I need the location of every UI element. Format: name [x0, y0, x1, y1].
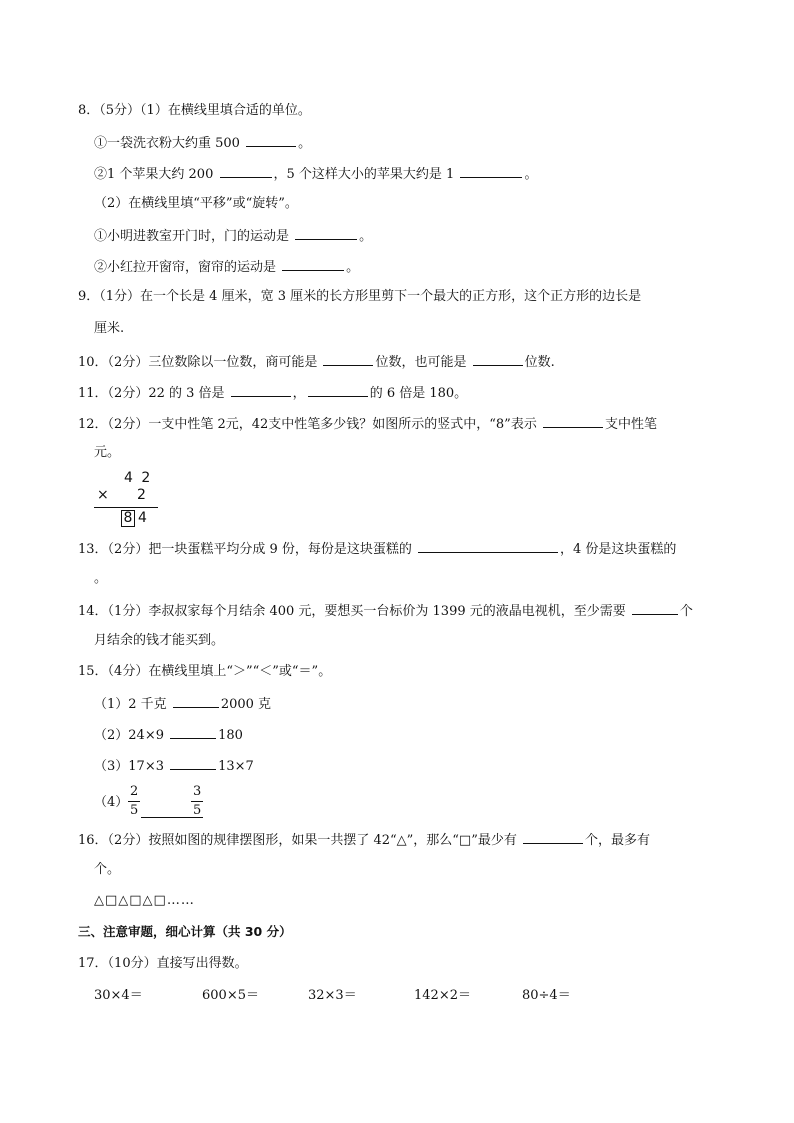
q15-item-1-text: （1）2 千克 — [94, 697, 167, 712]
calc-item: 80÷4＝ — [522, 988, 571, 1003]
q14-text: 14．（1分）李叔叔家每个月结余 400 元，要想买一台标价为 1399 元的液晶电视机，至少需要 — [78, 604, 626, 619]
calc-item: 600×5＝ — [202, 988, 259, 1003]
answer-blank[interactable] — [543, 415, 603, 428]
q10 — [78, 353, 555, 371]
answer-blank[interactable] — [323, 353, 373, 366]
answer-blank[interactable] — [170, 757, 216, 770]
answer-blank[interactable] — [473, 353, 523, 366]
q12-text: 12．（2分）一支中性笔 2元，42支中性笔多少钱？如图所示的竖式中，“8”表示 — [78, 417, 537, 432]
q15-item-1 — [94, 695, 271, 713]
q16-line2: 个。 — [94, 862, 121, 877]
q17-head: 17．（10分）直接写出得数。 — [78, 956, 248, 971]
multiplier: 2 — [137, 487, 146, 503]
answer-blank[interactable] — [295, 227, 357, 240]
shape-pattern: △□△□△□…… — [94, 893, 195, 908]
calc-item: 142×2＝ — [414, 988, 471, 1003]
q15-item-3-text: （3）17×3 — [94, 759, 164, 774]
q12 — [78, 415, 657, 433]
q15-item-3 — [94, 757, 254, 775]
q12-post: 支中性笔 — [604, 417, 657, 432]
q15-item-2-post: 180 — [218, 728, 243, 743]
answer-blank[interactable] — [308, 384, 368, 397]
q14-post: 个 — [679, 604, 693, 619]
answer-blank[interactable] — [282, 258, 344, 271]
q11-mid: ， — [292, 386, 306, 401]
q15-item-2 — [94, 726, 243, 744]
fraction-2-denominator: 5 — [193, 803, 202, 818]
q11-text: 11．（2分）22 的 3 倍是 — [78, 386, 225, 401]
q8-item-3 — [94, 227, 372, 245]
multiplicand: 4 2 — [124, 470, 153, 486]
q10-mid: 位数，也可能是 — [375, 355, 467, 370]
q12-line2: 元。 — [94, 445, 121, 460]
q14 — [78, 602, 693, 620]
q8-part2: （2）在横线里填“平移”或“旋转”。 — [94, 196, 298, 211]
punct: 。 — [298, 136, 312, 151]
q13 — [78, 540, 676, 558]
punct: 。 — [524, 167, 538, 182]
result-line — [94, 507, 158, 508]
answer-blank[interactable] — [170, 726, 216, 739]
answer-blank[interactable] — [231, 384, 291, 397]
q8-item-4-text: ②小红拉开窗帘，窗帘的运动是 — [94, 260, 277, 275]
answer-blank[interactable] — [173, 695, 219, 708]
answer-blank[interactable] — [246, 134, 296, 147]
q16 — [78, 831, 650, 849]
section-heading: 三、注意审题，细心计算（共 30 分） — [78, 924, 292, 939]
q14-line2: 月结余的钱才能买到。 — [94, 633, 225, 648]
fraction-1-denominator: 5 — [130, 803, 139, 818]
times-sign: × — [97, 487, 109, 503]
punct: 。 — [346, 260, 360, 275]
q10-post: 位数. — [524, 355, 555, 370]
q8-item-2-mid: ，5 个这样大小的苹果大约是 1 — [273, 167, 455, 182]
fraction-2-bar — [191, 801, 203, 802]
q16-post: 个，最多有 — [585, 833, 651, 848]
fraction-2-numerator: 3 — [193, 784, 202, 799]
q10-text: 10．（2分）三位数除以一位数，商可能是 — [78, 355, 318, 370]
q15-item-1-post: 2000 克 — [220, 697, 272, 712]
q15-item-2-text: （2）24×9 — [94, 728, 164, 743]
q9-line2: 厘米. — [94, 321, 125, 336]
q16-text: 16．（2分）按照如图的规律摆图形，如果一共摆了 42“△”，那么“□”最少有 — [78, 833, 517, 848]
q8-item-3-text: ①小明进教室开门时，门的运动是 — [94, 229, 290, 244]
fraction-1-bar — [128, 801, 140, 802]
q13-line2: 。 — [94, 571, 108, 586]
result-digit: 4 — [138, 510, 147, 526]
answer-blank[interactable] — [632, 602, 678, 615]
q8-item-2 — [94, 165, 537, 183]
q8-item-1 — [94, 134, 311, 152]
q8-item-1-text: ①一袋洗衣粉大约重 500 — [94, 136, 240, 151]
q8-item-2-text: ②1 个苹果大约 200 — [94, 167, 214, 182]
q15-head: 15．（4分）在横线里填上“＞”“＜”或“＝”。 — [78, 664, 332, 679]
answer-blank[interactable] — [523, 831, 583, 844]
boxed-digit: 8 — [121, 510, 135, 527]
q15-item-4-label: （4） — [94, 795, 129, 810]
q13-text: 13．（2分）把一块蛋糕平均分成 9 份，每份是这块蛋糕的 — [78, 542, 412, 557]
q8-item-4 — [94, 258, 359, 276]
vertical-multiplication — [92, 470, 162, 528]
fraction-1-numerator: 2 — [130, 784, 139, 799]
q15-item-3-post: 13×7 — [218, 759, 254, 774]
answer-blank[interactable] — [220, 165, 272, 178]
punct: 。 — [359, 229, 373, 244]
q11-post: 的 6 倍是 180。 — [369, 386, 468, 401]
q8-head: 8．（5分）（1）在横线里填合适的单位。 — [78, 103, 311, 118]
q13-post: ，4 份是这块蛋糕的 — [560, 542, 677, 557]
calc-item: 30×4＝ — [94, 988, 143, 1003]
answer-blank[interactable] — [418, 540, 558, 553]
q9-line1: 9．（1分）在一个长是 4 厘米，宽 3 厘米的长方形里剪下一个最大的正方形，这个正方形的边长是 — [78, 289, 642, 304]
q11 — [78, 384, 467, 402]
calc-item: 32×3＝ — [308, 988, 357, 1003]
answer-blank[interactable] — [460, 165, 522, 178]
